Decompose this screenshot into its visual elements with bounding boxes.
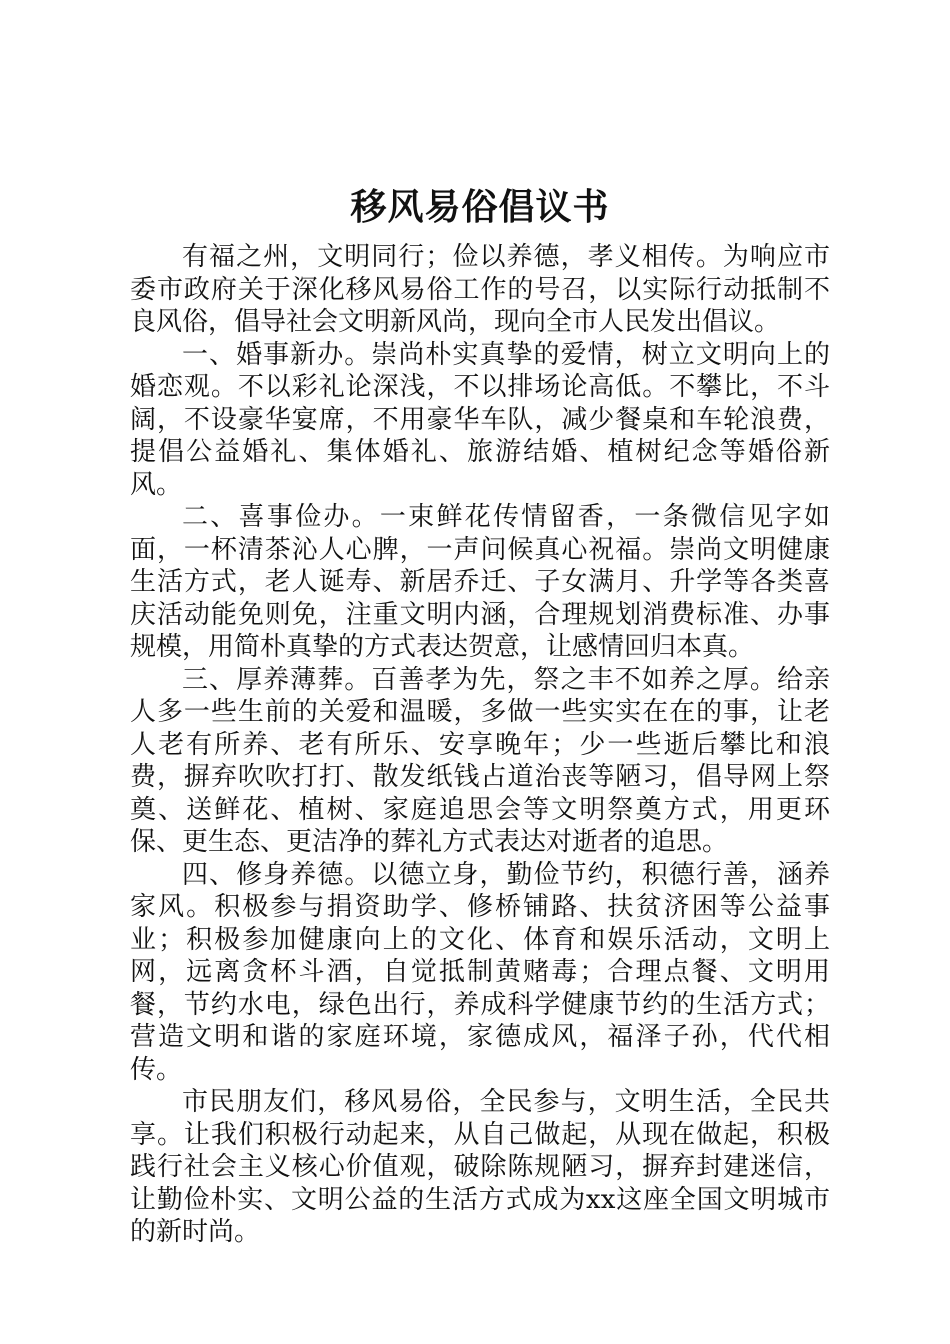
paragraph-funeral: 三、厚养薄葬。百善孝为先，祭之丰不如养之厚。给亲人多一些生前的关爱和温暖，多做一些实实在在的事，让老人老有所养、老有所乐、安享晚年；少一些逝后攀比和浪费，摒弃吹吹打打、散发纸钱占道治丧等陋习，倡导网上祭奠、送鲜花、植树、家庭追思会等文明祭奠方式，用更环保、更生态、更洁净的葬礼方式表达对逝者的追思。 (130, 664, 830, 857)
paragraph-celebration: 二、喜事俭办。一束鲜花传情留香，一条微信见字如面，一杯清茶沁人心脾，一声问候真心祝福。崇尚文明健康生活方式，老人诞寿、新居乔迁、子女满月、升学等各类喜庆活动能免则免，注重文明内涵，合理规划消费标准、办事规模，用简朴真挚的方式表达贺意，让感情回归本真。 (130, 502, 830, 662)
paragraph-self-cultivation: 四、修身养德。以德立身，勤俭节约，积德行善，涵养家风。积极参与捐资助学、修桥铺路、扶贫济困等公益事业；积极参加健康向上的文化、体育和娱乐活动，文明上网，远离贪杯斗酒，自觉抵制黄赌毒；合理点餐、文明用餐，节约水电，绿色出行，养成科学健康节约的生活方式；营造文明和谐的家庭环境，家德成风，福泽子孙，代代相传。 (130, 859, 830, 1085)
document-title: 移风易俗倡议书 (350, 187, 610, 228)
paragraph-intro: 有福之州，文明同行；俭以养德，孝义相传。为响应市委市政府关于深化移风易俗工作的号召，以实际行动抵制不良风俗，倡导社会文明新风尚，现向全市人民发出倡议。 (130, 242, 830, 337)
document-page (130, 185, 830, 1249)
paragraph-closing: 市民朋友们，移风易俗，全民参与，文明生活，全民共享。让我们积极行动起来，从自己做起，从现在做起，积极践行社会主义核心价值观，破除陈规陋习，摒弃封建迷信，让勤俭朴实、文明公益的生活方式成为xx这座全国文明城市的新时尚。 (130, 1087, 830, 1247)
paragraph-wedding: 一、婚事新办。崇尚朴实真挚的爱情，树立文明向上的婚恋观。不以彩礼论深浅，不以排场论高低。不攀比，不斗阔，不设豪华宴席，不用豪华车队，减少餐桌和车轮浪费，提倡公益婚礼、集体婚礼、旅游结婚、植树纪念等婚俗新风。 (130, 339, 830, 500)
